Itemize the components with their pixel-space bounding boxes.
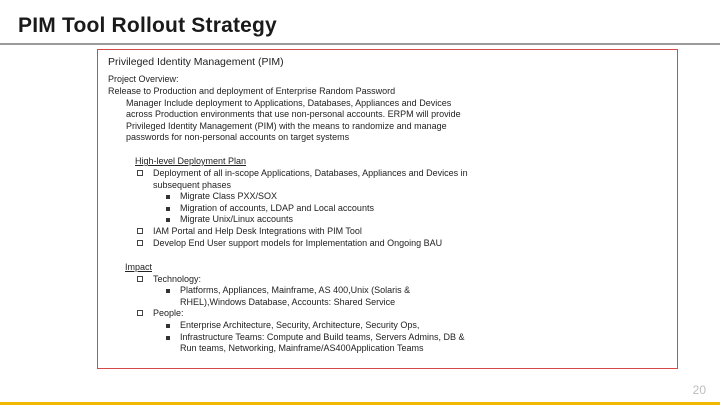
overview-line-2: Manager Include deployment to Applications, Databases, Appliances and Devices (126, 98, 452, 108)
square-bullet-icon (166, 336, 170, 340)
impact-technology-line-2: RHEL),Windows Database, Accounts: Shared Service (180, 297, 396, 307)
square-bullet-icon (166, 207, 170, 211)
impact-technology-label: Technology: (153, 274, 202, 284)
title-divider (0, 43, 720, 45)
plan-label: High-level Deployment Plan (135, 156, 247, 166)
impact-technology-line-1: Platforms, Appliances, Mainframe, AS 400,Unix (Solaris & (180, 285, 411, 295)
impact-label: Impact (125, 262, 153, 272)
overview-label: Project Overview: (108, 74, 179, 84)
plan-item-2: IAM Portal and Help Desk Integrations with PIM Tool (153, 226, 362, 236)
plan-item-1-line-1: Deployment of all in-scope Applications, Databases, Appliances and Devices in (153, 168, 468, 178)
checkbox-bullet-icon (137, 276, 143, 282)
checkbox-bullet-icon (137, 310, 143, 316)
checkbox-bullet-icon (137, 228, 143, 234)
plan-sub-3: Migrate Unix/Linux accounts (180, 214, 294, 224)
page-number: 20 (692, 383, 706, 397)
square-bullet-icon (166, 324, 170, 328)
plan-item-1-line-2: subsequent phases (153, 180, 232, 190)
plan-item-3: Develop End User support models for Implementation and Ongoing BAU (153, 238, 443, 248)
square-bullet-icon (166, 218, 170, 222)
impact-people-sub-2-line-1: Infrastructure Teams: Compute and Build teams, Servers Admins, DB & (180, 332, 465, 342)
square-bullet-icon (166, 289, 170, 293)
slide-title: PIM Tool Rollout Strategy (18, 14, 277, 37)
square-bullet-icon (166, 195, 170, 199)
impact-people-sub-1: Enterprise Architecture, Security, Architecture, Security Ops, (180, 320, 420, 330)
plan-sub-1: Migrate Class PXX/SOX (180, 191, 278, 201)
impact-people-sub-2-line-2: Run teams, Networking, Mainframe/AS400Application Teams (180, 343, 424, 353)
checkbox-bullet-icon (137, 170, 143, 176)
plan-sub-2: Migration of accounts, LDAP and Local accounts (180, 203, 374, 213)
box-heading: Privileged Identity Management (PIM) (108, 56, 284, 68)
overview-line-5: passwords for non-personal accounts on target systems (126, 132, 350, 142)
overview-line-1: Release to Production and deployment of Enterprise Random Password (108, 86, 396, 96)
overview-line-3: across Production environments that use non-personal accounts. ERPM will provide (126, 109, 461, 119)
overview-line-4: Privileged Identity Management (PIM) with the means to randomize and manage (126, 121, 447, 131)
checkbox-bullet-icon (137, 240, 143, 246)
impact-people-label: People: (153, 308, 184, 318)
